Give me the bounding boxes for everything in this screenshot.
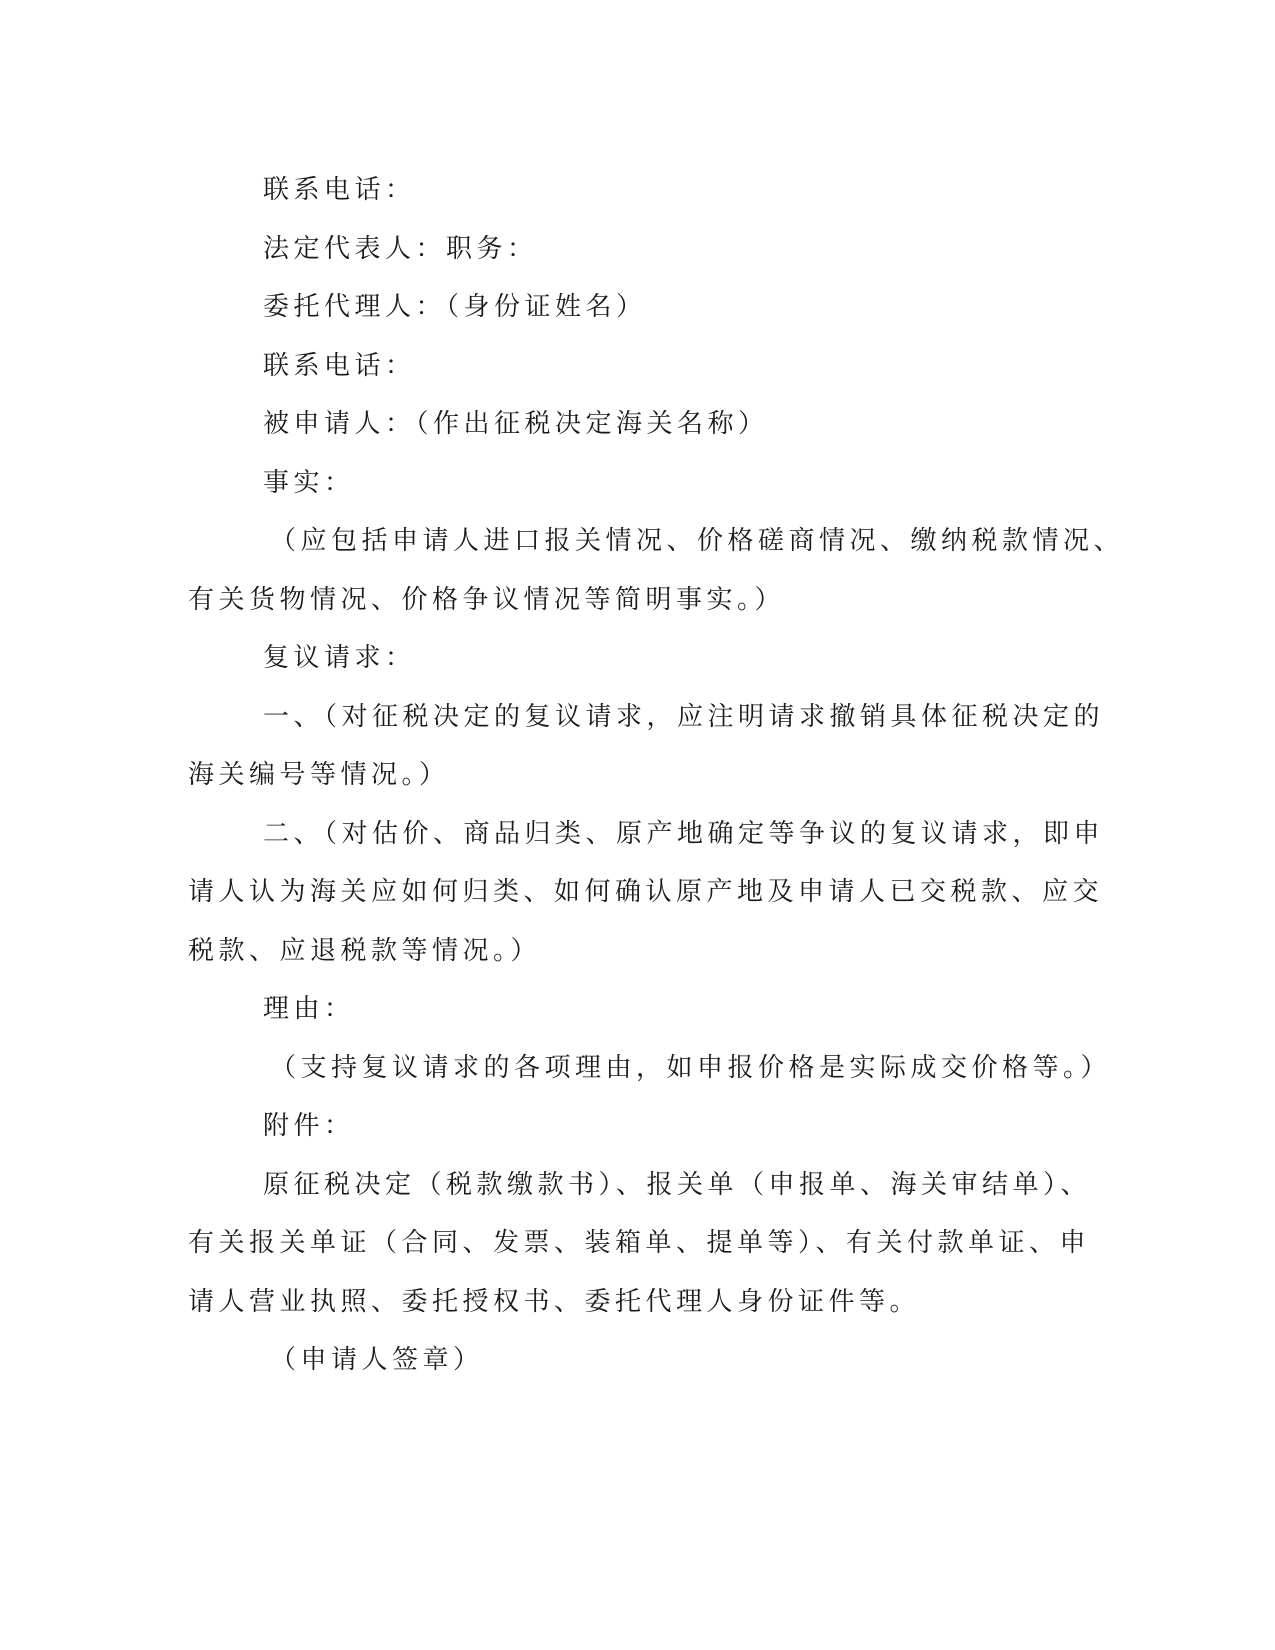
contact-phone-label: 联系电话：: [263, 175, 416, 205]
applicant-signature: （申请人签章）: [270, 1345, 484, 1375]
reasons-heading: 理由：: [263, 994, 355, 1024]
attachments-line-1: 原征税决定（税款缴款书）、报关单（申报单、海关审结单）、: [263, 1170, 1092, 1200]
requests-heading: 复议请求：: [263, 643, 416, 673]
request-two-line-1: 二、（对估价、商品归类、原产地确定等争议的复议请求，即申: [263, 819, 1105, 849]
reasons-paragraph: （支持复议请求的各项理由，如申报价格是实际成交价格等。）: [270, 1053, 1112, 1083]
facts-paragraph-line-1: （应包括申请人进口报关情况、价格磋商情况、缴纳税款情况、: [270, 526, 1125, 556]
attachments-line-3: 请人营业执照、委托授权书、委托代理人身份证件等。: [188, 1287, 921, 1317]
authorized-agent-line: 委托代理人：（身份证姓名）: [263, 292, 647, 322]
facts-paragraph-line-2: 有关货物情况、价格争议情况等简明事实。）: [188, 585, 786, 615]
attachments-line-2: 有关报关单证（合同、发票、装箱单、提单等）、有关付款单证、申: [188, 1228, 1091, 1258]
legal-representative-line: 法定代表人：职务：: [263, 234, 538, 264]
request-one-line-2: 海关编号等情况。）: [188, 760, 450, 790]
request-two-line-3: 税款、应退税款等情况。）: [188, 936, 542, 966]
facts-heading: 事实：: [263, 468, 355, 498]
request-two-line-2: 请人认为海关应如何归类、如何确认原产地及申请人已交税款、应交: [188, 877, 1104, 907]
attachments-heading: 附件：: [263, 1111, 355, 1141]
request-one-line-1: 一、（对征税决定的复议请求，应注明请求撤销具体征税决定的: [263, 702, 1105, 732]
respondent-line: 被申请人：（作出征税决定海关名称）: [263, 409, 769, 439]
agent-phone-label: 联系电话：: [263, 351, 416, 381]
